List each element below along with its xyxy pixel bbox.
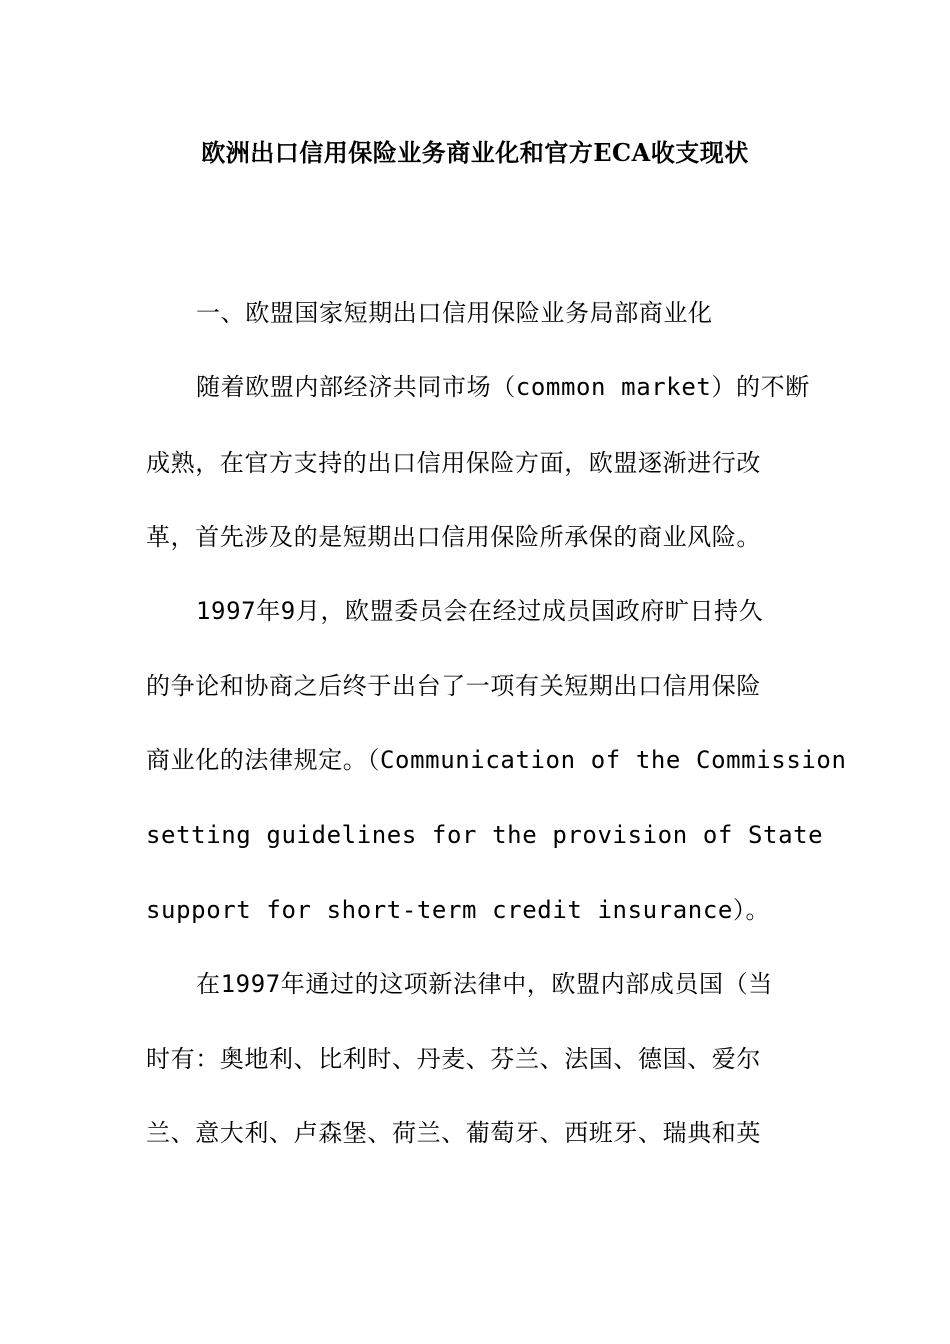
document-title: 欧洲出口信用保险业务商业化和官方ECA收支现状 bbox=[201, 138, 749, 167]
paragraph-line: 兰、意大利、卢森堡、荷兰、葡萄牙、西班牙、瑞典和英 bbox=[146, 1119, 761, 1147]
paragraph-line: 成熟，在官方支持的出口信用保险方面，欧盟逐渐进行改 bbox=[146, 449, 761, 477]
paragraph-line: 商业化的法律规定。（Communication of the Commission bbox=[146, 746, 847, 774]
paragraph-line: 革，首先涉及的是短期出口信用保险所承保的商业风险。 bbox=[146, 523, 761, 551]
paragraph-line: 1997年9月，欧盟委员会在经过成员国政府旷日持久 bbox=[196, 597, 764, 625]
paragraph-line: 在1997年通过的这项新法律中，欧盟内部成员国（当 bbox=[196, 970, 773, 998]
paragraph-line: 时有：奥地利、比利时、丹麦、芬兰、法国、德国、爱尔 bbox=[146, 1045, 761, 1073]
section-heading: 一、欧盟国家短期出口信用保险业务局部商业化 bbox=[196, 299, 713, 327]
paragraph-line: 的争论和协商之后终于出台了一项有关短期出口信用保险 bbox=[146, 672, 761, 700]
paragraph-line: support for short-term credit insurance）。 bbox=[146, 896, 771, 924]
paragraph-line: 随着欧盟内部经济共同市场（common market）的不断 bbox=[196, 373, 810, 401]
paragraph-line: setting guidelines for the provision of State bbox=[146, 821, 824, 849]
